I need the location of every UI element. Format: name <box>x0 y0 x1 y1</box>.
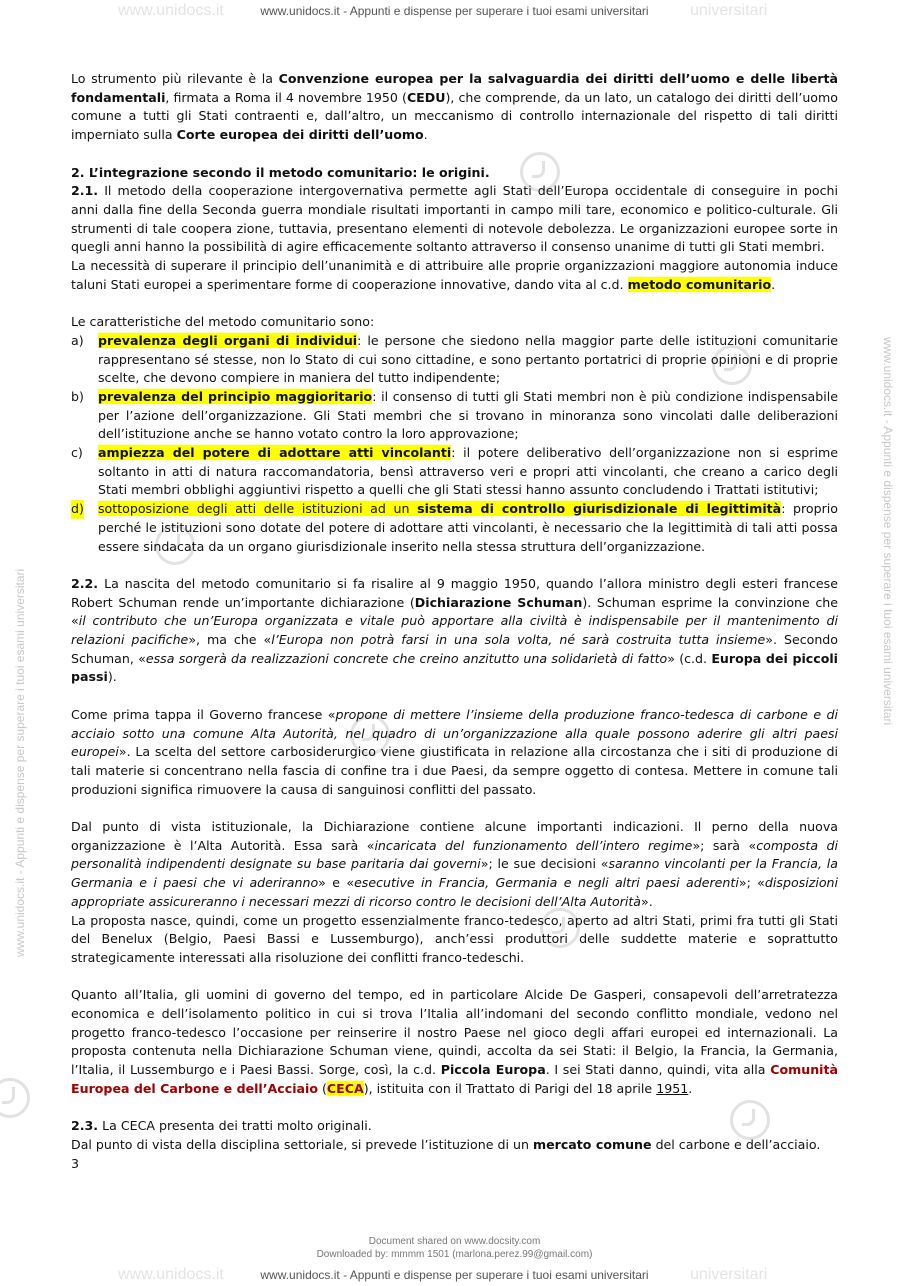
ghost-watermark-bottom-left: www.unidocs.it <box>118 1266 224 1283</box>
section-heading: 2. L’integrazione secondo il metodo comunitario: le origini. <box>71 164 490 180</box>
intro-paragraph: Lo strumento più rilevante è la Convenzione europea per la salvaguardia dei diritti dell’uomo e delle libertà fondamentali, firmata a Roma il 4 novembre 1950 (CEDU), che comprende, da un lato, un catalogo dei diritti dell’uomo comune a tutti gli Stati contraenti e, dall’altro, un meccanismo di controllo internazionale del rispetto di tali diritti imperniato sulla Corte europea dei diritti dell’uomo. <box>71 71 838 143</box>
paragraph-mercato: Dal punto di vista della disciplina settoriale, si prevede l’istituzione di un mercato comune del carbone e dell’acciaio. <box>71 1136 821 1152</box>
paragraph-istituzionale: Dal punto di vista istituzionale, la Dichiarazione contiene alcune importanti indicazioni. Il perno della nuova organizzazione è l’Alta Autorità. Essa sarà «incaricata del funzionamento dell’intero regime»; sarà «composta di personalità indipendenti designate su base paritaria dai governi»; le sue decisioni «saranno vincolanti per la Francia, la Germania e i paesi che vi aderiranno» e «esecutive in Francia, Germania e negli altri paesi aderenti»; «disposizioni appropriate assicureranno i necessari mezzi di ricorso contro le decisioni dell’Alta Autorità». <box>71 819 838 909</box>
list-intro: Le caratteristiche del metodo comunitario sono: <box>71 314 375 330</box>
paragraph-2-1: 2.1. Il metodo della cooperazione intergovernativa permette agli Stati dell’Europa occidentale di conseguire in pochi anni dalla fine della Seconda guerra mondiale risultati importanti in campo mili tare, economico e politico-culturale. Gli strumenti di tale coopera zione, tuttavia, presentano elementi di notevole debolezza. Le organizzazioni europee sorte in quegli anni hanno la possibilità di agire efficacemente soltanto attraverso il consenso unanime di tutti gli Stati membri. <box>71 183 838 255</box>
paragraph-italia: Quanto all’Italia, gli uomini di governo del tempo, ed in particolare Alcide De Gasperi, consapevoli dell’arretratezza economica e dell’isolamento politico in cui si trova l’Italia all’indomani del secondo conflitto mondiale, vedono nel progetto franco-tedesco l’occasione per reinserire il nostro Paese nel gioco degli affari europei ed internazionali. La proposta contenuta nella Dichiarazione Schuman viene, quindi, accolta da sei Stati: il Belgio, la Francia, la Germania, l’Italia, il Lussemburgo e i Paesi Bassi. Sorge, così, la c.d. Piccola Europa. I sei Stati danno, quindi, vita alla Comunità Europea del Carbone e dell’Acciaio (CECA), istituita con il Trattato di Parigi del 18 aprile 1951. <box>71 987 839 1096</box>
ghost-watermark-bottom-right: universitari <box>690 1266 768 1283</box>
paragraph-2-2: 2.2. La nascita del metodo comunitario si fa risalire al 9 maggio 1950, quando l’allora ministro degli esteri francese Robert Schuman rende un’importante dichiarazione (Dichiarazione Schuman). Schuman esprime la convinzione che «il contributo che un’Europa organizzata e vitale può apportare alla civiltà è indispensabile per il mantenimento di relazioni pacifiche», ma che «l’Europa non potrà farsi in una sola volta, né sarà costruita tutta insieme». Secondo Schuman, «essa sorgerà da realizzazioni concrete che creino anzitutto una solidarietà di fatto» (c.d. Europa dei piccoli passi). <box>71 575 839 685</box>
paragraph-proposta: La proposta nasce, quindi, come un progetto essenzialmente franco-tedesco, aperto ad altri Stati, primi fra tutti gli Stati del Benelux (Belgio, Paesi Bassi e Lussemburgo), anch’essi produttori delle suddette materie e soprattutto strategicamente interessati alla risoluzione dei conflitti franco-tedeschi. <box>71 912 838 965</box>
watermark-bottom: www.unidocs.it - Appunti e dispense per superare i tuoi esami universitari <box>260 1268 649 1282</box>
paragraph-metodo: La necessità di superare il principio dell’unanimità e di attribuire alle proprie organizzazioni maggiore autonomia induce taluni Stati europei a sperimentare forme di cooperazione innovative, dando vita al c.d. metodo comunitario. <box>71 258 838 292</box>
watermark-top: www.unidocs.it - Appunti e dispense per superare i tuoi esami universitari <box>260 4 649 18</box>
footer-downloaded: Downloaded by: mmmm 1501 (marlona.perez.99@gmail.com) <box>316 1249 593 1260</box>
paragraph-prima-tappa: Come prima tappa il Governo francese «propone di mettere l’insieme della produzione franco-tedesca di carbone e di acciaio sotto una comune Alta Autorità, nel quadro di un’organizzazione alla quale possono aderire gli altri paesi europei». La scelta del settore carbosiderurgico viene giustificata in relazione alla circostanza che i siti di produzione di tali materie si concentrano nella fascia di confine tra i due Paesi, da sempre oggetto di contesa. Mettere in comune tali produzioni significa rimuovere la causa di sanguinosi conflitti del passato. <box>71 706 839 797</box>
list-item: d) sottoposizione degli atti delle istituzioni ad un sistema di controllo giurisdizionale di legittimità: proprio perché le istituzioni sono dotate del potere di adottare atti vincolanti, è necessario che la legittimità di tali atti possa essere sindacata da un organo giurisdizionale inserito nella stessa struttura dell’organizzazione. <box>71 501 839 554</box>
characteristics-list <box>71 332 838 556</box>
list-item: b) prevalenza del principio maggioritario: il consenso di tutti gli Stati membri non è più condizione indispensabile per l’azione dell’organizzazione. Gli Stati membri che si trovano in minoranza sono vincolati dalle deliberazioni dell’istituzione anche se hanno votato contro la loro approvazione; <box>71 388 838 442</box>
watermark-side-left: www.unidocs.it - Appunti e dispense per superare i tuoi esami universitari <box>13 568 27 957</box>
footer-shared: Document shared on www.docsity.com <box>368 1236 541 1247</box>
list-item: c) ampiezza del potere di adottare atti vincolanti: il potere deliberativo dell’organizzazione non si esprime soltanto in atti di natura raccomandatoria, bensì attraverso veri e propri atti vincolanti, che creano a carico degli Stati membri obblighi aggiuntivi rispetto a quelli che gli Stati stessi hanno assunto concludendo i Trattati istitutivi; <box>71 445 838 498</box>
paragraph-2-3: 2.3. La CECA presenta dei tratti molto originali. <box>71 1118 372 1134</box>
ghost-watermark-right: universitari <box>690 2 768 19</box>
page-number: 3 <box>71 1155 80 1171</box>
ghost-watermark-left: www.unidocs.it <box>118 2 224 19</box>
unidocs-logo-icon <box>0 1078 30 1118</box>
document-body <box>71 70 838 1173</box>
watermark-side-right: www.unidocs.it - Appunti e dispense per superare i tuoi esami universitari <box>881 337 895 726</box>
list-item: a) prevalenza degli organi di individui: le persone che siedono nella maggior parte delle istituzioni comunitarie rappresentano sé stesse, non lo Stato di cui sono cittadine, e sono pertanto portatrici di proprie opinioni e di proprie scelte, che devono compiere in maniera del tutto indipendente; <box>71 332 838 386</box>
